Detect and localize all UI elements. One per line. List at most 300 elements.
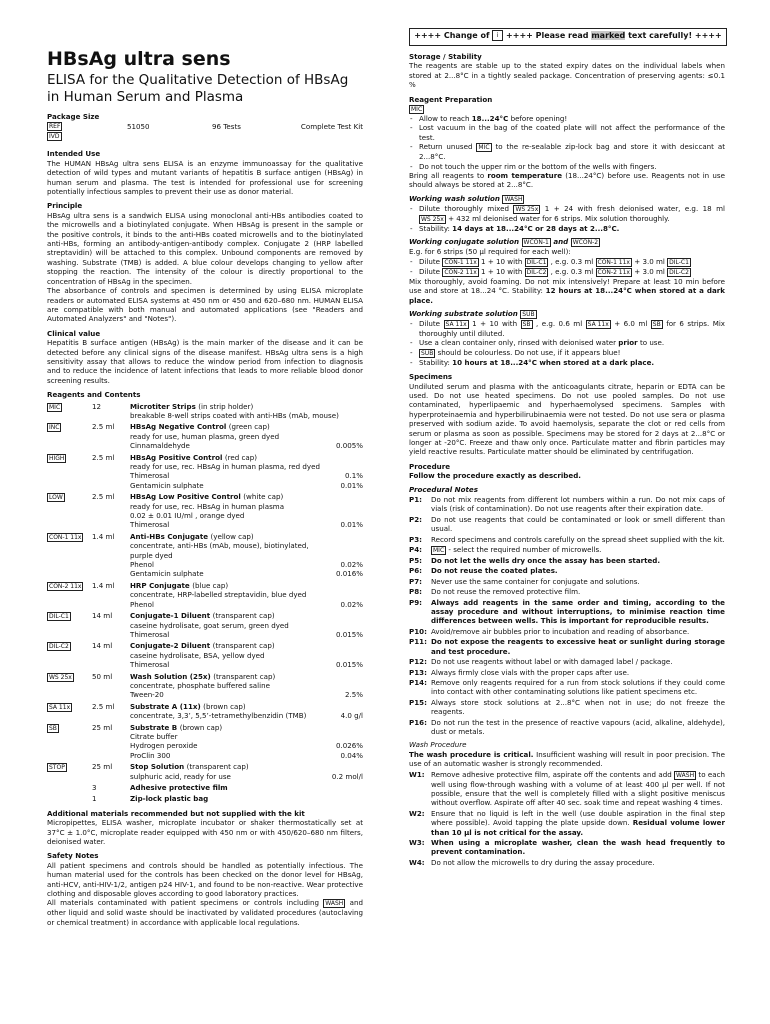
note-id: P5:	[409, 556, 422, 566]
reagent-line	[130, 502, 363, 511]
reagent-qty: 50 ml	[92, 671, 113, 681]
reagent-line	[130, 432, 363, 441]
reagent-row	[47, 762, 363, 781]
right-column	[409, 48, 725, 867]
package-heading: Package Size	[47, 112, 100, 121]
reagent-cap: (green cap)	[228, 422, 270, 432]
reagent-body	[130, 611, 363, 639]
note-id: P11:	[409, 637, 427, 647]
sub-b4a: Stability:	[419, 357, 450, 367]
procedural-note	[409, 535, 725, 544]
note-text	[431, 698, 725, 717]
mic-label-box: MIC	[433, 547, 445, 555]
procedural-note	[409, 545, 725, 555]
reagent-name: Adhesive protective film	[130, 783, 228, 792]
dilution-text: , e.g. 0.3 ml	[548, 266, 596, 276]
note-text	[431, 668, 725, 677]
reagent-label-box: CON-2 11x	[597, 268, 630, 276]
reagent-line	[130, 732, 363, 741]
washproc-intro	[409, 750, 725, 769]
wash-step-id: W1:	[409, 769, 425, 779]
reagent-line	[130, 660, 363, 669]
note-id: P7:	[409, 576, 422, 586]
reagent-code-box: STOP	[49, 764, 65, 772]
reagent-qty: 12	[92, 401, 102, 411]
dilution-text: Dilute	[419, 266, 443, 276]
reagent-qty: 2.5 ml	[92, 452, 115, 462]
reagent-line	[130, 741, 363, 750]
reagent-row	[47, 672, 363, 700]
reagent-body	[130, 422, 363, 450]
reagent-line-text: 0.02 ± 0.01 IU/ml , orange dyed	[130, 511, 245, 521]
prep-bullets	[409, 114, 725, 171]
reagent-line-text: ready for use, rec. HBsAg in human plasma, red dyed	[130, 462, 320, 471]
reagent-line-text: Cinnamaldehyde	[130, 441, 190, 451]
reagent-name: Substrate A (11x) (brown cap)	[130, 701, 246, 711]
reagent-name: Substrate B (brown cap)	[130, 722, 223, 732]
reagent-body	[130, 783, 363, 792]
reagent-row	[47, 532, 363, 579]
procedural-note	[409, 577, 725, 586]
reagent-qty: 3	[92, 783, 97, 792]
procedure-follow: Follow the procedure exactly as described.	[409, 471, 581, 481]
note-text-a: Do not use reagents that could be contaminated or look or smell different than usual.	[431, 514, 725, 534]
banner-highlight: marked	[591, 31, 626, 40]
note-text	[431, 718, 725, 737]
wcon1-label-box: WCON-1	[523, 239, 549, 247]
wash-step-a: Do not allow the microwells to dry during the assay procedure.	[431, 857, 655, 867]
reagent-row	[47, 422, 363, 450]
wash-b2b: 14 days at 18...24°C or 28 days at 2...8°C.	[452, 223, 620, 233]
note-id: P14:	[409, 677, 427, 687]
reagent-code-cell	[47, 783, 92, 792]
note-text	[431, 657, 725, 666]
note-id: P10:	[409, 626, 427, 636]
reagent-name: HBsAg Negative Control (green cap)	[130, 422, 270, 432]
conj-bullet	[409, 257, 725, 267]
sub-b4b: 10 hours at 18...24°C when stored at a dark place.	[452, 357, 655, 367]
reagent-line-text: Gentamicin sulphate	[130, 480, 204, 490]
sub-label-box: SUB	[522, 310, 535, 318]
note-text	[431, 545, 725, 555]
reagent-line	[130, 711, 363, 720]
reagents-heading: Reagents and Contents	[47, 390, 141, 400]
substrate-bullet	[409, 319, 725, 338]
package-code-cell	[47, 121, 127, 131]
sub-b2c: to use.	[639, 338, 665, 348]
reagent-cap: (transparent cap)	[186, 762, 249, 772]
reagent-line	[130, 690, 363, 699]
conj-mix	[409, 277, 725, 305]
wash-b2a: Stability:	[419, 223, 450, 233]
bring-text	[409, 171, 725, 190]
reagent-cap: (red cap)	[224, 452, 258, 462]
package-desc: Complete Test Kit	[300, 121, 363, 131]
wash-steps	[409, 770, 725, 868]
reagent-row	[47, 453, 363, 491]
reagent-code-cell	[47, 453, 92, 491]
reagent-body	[130, 492, 363, 530]
procedural-note	[409, 668, 725, 677]
reagent-line-text: purple dyed	[130, 550, 173, 560]
prep-heading: Reagent Preparation	[409, 94, 493, 104]
reagent-line-text: Hydrogen peroxide	[130, 741, 198, 751]
note-text	[431, 495, 725, 514]
reagent-row	[47, 402, 363, 421]
mic-label-box: MIC	[411, 106, 423, 114]
note-text-a: Do not let the wells dry once the assay has been started.	[431, 556, 661, 566]
prep-bullet: - Do not touch the upper rim or the bottom of the wells with fingers.	[409, 162, 725, 171]
note-id: P2:	[409, 514, 422, 524]
procedural-note	[409, 657, 725, 666]
reagent-name: Zip-lock plastic bag	[130, 794, 209, 804]
procedural-note	[409, 637, 725, 656]
note-id: P4:	[409, 545, 422, 555]
note-id: P16:	[409, 717, 427, 727]
note-text	[431, 515, 725, 534]
ws-label-box: WS 25x	[515, 205, 539, 213]
wash-step-b: to each well using flow-through washing with a volume of at least 400 µl per well. If not possible, ensure that the well is completely filled with a slight positive meniscus without overflow. Aspirate off after 40 sec. soak time and repeat washing 4 times.	[431, 769, 725, 808]
reagent-line-value: 0.01%	[340, 480, 363, 490]
wash-bullet	[409, 224, 725, 233]
wash-label-box: WASH	[676, 771, 695, 779]
reagent-label-box: SA 11x	[587, 320, 609, 328]
reagent-row	[47, 492, 363, 530]
reagent-cap: (yellow cap)	[210, 531, 254, 541]
reagent-label-box: SB	[652, 320, 661, 328]
package-code-cell	[47, 131, 127, 141]
principle-heading: Principle	[47, 201, 83, 211]
reagent-label-box: CON-1 11x	[597, 258, 630, 266]
procedural-note	[409, 598, 725, 626]
wash-step-b: Residual volume lower than 10 µl is not critical for the assay.	[431, 818, 725, 837]
reagent-qty: 2.5 ml	[92, 422, 115, 432]
book-icon: i	[492, 30, 503, 41]
reagent-line-text: caseine hydrolisate, goat serum, green dyed	[130, 620, 289, 630]
reagent-line-text: sulphuric acid, ready for use	[130, 771, 231, 781]
prep-b1a: Allow to reach	[419, 114, 470, 124]
dilution-text: + 6.0 ml	[610, 318, 651, 328]
note-text-a: Do not reuse the coated plates.	[431, 566, 558, 576]
conj-and: and	[553, 237, 569, 247]
safety-text-2	[47, 898, 363, 927]
reagent-label-box: DIL-C1	[669, 258, 689, 266]
note-text-a: Do not reuse the removed protective film.	[431, 587, 581, 597]
safety-text: All patient specimens and controls should be handled as potentially infectious. The human material used for the controls has been checked on the donor level for HBsAg, anti-HCV, anti-HIV-1/2, antigen p24 HIV-1, and found to be non-reactive. Wear protective clothing and disposable gloves according to good laboratory practices.	[47, 860, 363, 899]
wash-label-box: WASH	[504, 195, 523, 203]
reagent-code-cell	[47, 581, 92, 609]
reagent-cap: (transparent cap)	[212, 611, 275, 621]
reagent-line	[130, 481, 363, 490]
reagent-line	[130, 411, 363, 420]
reagent-label-box: DIL-C1	[526, 258, 547, 266]
reagent-line-value: 4.0 g/l	[340, 711, 363, 721]
reagent-code-box: INC	[49, 424, 60, 432]
additional-text: Micropipettes, ELISA washer, microplate incubator or shaker thermostatically set at 37°C ± 1.0°C, microplate reader equipped with 450 nm or with 450/620–680 nm filters, deionised water.	[47, 818, 363, 847]
reagent-label-box: CON-2 11x	[444, 268, 477, 276]
reagent-label-box: SA 11x	[445, 320, 467, 328]
wash-step-id: W2:	[409, 808, 425, 818]
banner-middle: ++++ Please read	[506, 31, 589, 40]
reagent-code-cell	[47, 723, 92, 761]
washproc-intro-a: The wash procedure is critical.	[409, 749, 534, 759]
wash-step-a: When using a microplate washer, clean the wash head frequently to prevent contamination.	[431, 838, 725, 857]
reagent-qty: 14 ml	[92, 611, 113, 621]
wash-b1c: + 432 ml deionised water for 6 strips. Mix solution thoroughly.	[448, 213, 670, 223]
additional-heading: Additional materials recommended but not supplied with the kit	[47, 808, 305, 818]
washproc-heading: Wash Procedure	[409, 740, 467, 750]
reagent-row	[47, 702, 363, 721]
reagent-qty: 25 ml	[92, 762, 113, 772]
reagent-row	[47, 783, 363, 792]
reagent-line-text: ready for use, rec. HBsAg in human plasma	[130, 501, 285, 511]
wash-step-text	[431, 770, 725, 808]
reagent-body	[130, 641, 363, 669]
reagent-name: Conjugate-2 Diluent (transparent cap)	[130, 641, 275, 651]
reagent-line-text: concentrate, phosphate buffered saline	[130, 680, 270, 690]
note-id: P8:	[409, 587, 422, 597]
reagent-name: HBsAg Low Positive Control (white cap)	[130, 492, 284, 502]
reagent-line	[130, 560, 363, 569]
reagent-line-value: 0.015%	[335, 660, 363, 670]
conj-mix-a: Mix thoroughly, avoid foaming. Do not mix intensively! Prepare at least 10 min before use and store at 18...24 °C. Stability:	[409, 276, 725, 296]
note-id: P9:	[409, 597, 422, 607]
reagent-name: Conjugate-1 Diluent (transparent cap)	[130, 611, 275, 621]
reagent-row	[47, 581, 363, 609]
reagent-code-box: CON-2 11x	[49, 582, 82, 590]
note-text-a: Never use the same container for conjugate and solutions.	[431, 576, 640, 586]
reagent-line-text: Thimerosal	[130, 520, 170, 530]
reagent-line	[130, 551, 363, 560]
reagent-code-cell	[47, 492, 92, 530]
note-id: P3:	[409, 534, 422, 544]
reagent-line	[130, 462, 363, 471]
prep-b3b: to the re-sealable zip-lock bag and store it with desiccant at 2...8°C.	[419, 142, 725, 162]
reagent-code-cell	[47, 762, 92, 781]
note-text-a: Always firmly close vials with the proper caps after use.	[431, 667, 630, 677]
wash-step-id: W4:	[409, 857, 425, 867]
reagent-code-cell	[47, 641, 92, 669]
substrate-bullet	[409, 358, 725, 367]
reagent-line	[130, 511, 363, 520]
reagent-qty: 2.5 ml	[92, 701, 115, 711]
wash-step-text	[431, 838, 725, 857]
reagent-qty: 1.4 ml	[92, 531, 115, 541]
safety-text-2a: All materials contaminated with patient specimens or controls including	[47, 898, 319, 908]
dilution-text: , e.g. 0.3 ml	[548, 256, 596, 266]
conj-eg: E.g. for 6 strips (50 µl required for each well):	[409, 247, 571, 257]
dilution-text: 1 + 10 with	[468, 318, 521, 328]
procedural-note	[409, 495, 725, 514]
reagent-line-text: concentrate, 3,3’, 5,5’-tetramethylbenzidin (TMB)	[130, 711, 307, 721]
reagent-line-text: concentrate, anti-HBs (mAb, mouse), biotinylated,	[130, 541, 309, 551]
dilution-text: , e.g. 0.6 ml	[532, 318, 586, 328]
wash-heading-text: Working wash solution	[409, 193, 500, 203]
note-text-a: Avoid/remove air bubbles prior to incubation and reading of absorbance.	[431, 626, 690, 636]
note-text-a: Do not mix reagents from different lot numbers within a run. Do not mix caps of vials (risk of contamination). Do not use reagents after their expiration date.	[431, 495, 725, 514]
reagent-body	[130, 672, 363, 700]
sub-b2b: prior	[618, 338, 638, 348]
bring-a: Bring all reagents to	[409, 171, 485, 181]
package-tests: 96 Tests	[212, 121, 241, 131]
conj-mix-b: 12 hours at 18...24°C when stored at a dark place.	[409, 286, 725, 305]
note-text-a: Record specimens and controls carefully on the spread sheet supplied with the kit.	[431, 534, 725, 544]
note-id: P1:	[409, 495, 422, 504]
wash-label-box: WASH	[325, 900, 344, 908]
reagent-line	[130, 621, 363, 630]
reagent-code-box: HIGH	[49, 454, 65, 462]
procedure-heading: Procedure	[409, 461, 451, 471]
reagent-name: HRP Conjugate (blue cap)	[130, 580, 229, 590]
reagent-line	[130, 590, 363, 599]
reagent-line	[130, 600, 363, 609]
reagent-line-text: Thimerosal	[130, 629, 170, 639]
note-text	[431, 637, 725, 656]
reagent-row	[47, 794, 363, 803]
washproc-intro-b: Insufficient washing will result in poor precision. The use of an automatic washer is strongly recommended.	[409, 749, 726, 769]
reagent-code-box: SB	[49, 724, 57, 732]
reagent-line	[130, 569, 363, 578]
reagent-code-box: LOW	[49, 494, 63, 502]
package-ref: 51050	[127, 121, 150, 131]
clinical-heading: Clinical value	[47, 328, 101, 338]
prep-bullet	[409, 142, 725, 161]
reagent-line-text: Phenol	[130, 599, 154, 609]
change-banner	[409, 28, 727, 46]
reagent-line-text: Citrate buffer	[130, 731, 178, 741]
dilution-text: Dilute	[419, 256, 443, 266]
conj-heading-text: Working conjugate solution	[409, 237, 520, 247]
reagent-row	[47, 641, 363, 669]
note-text	[431, 598, 725, 626]
prep-bullet	[409, 114, 725, 123]
package-table	[47, 121, 363, 141]
wash-step	[409, 838, 725, 857]
reagent-line-text: Thimerosal	[130, 660, 170, 670]
reagent-code-cell	[47, 611, 92, 639]
reagent-cap: (in strip holder)	[198, 401, 254, 411]
reagent-body	[130, 723, 363, 761]
dilution-text: + 3.0 ml	[631, 256, 668, 266]
procedural-note	[409, 587, 725, 596]
reagent-line-value: 0.016%	[335, 569, 363, 579]
reagent-line-text: Gentamicin sulphate	[130, 569, 204, 579]
specimens-heading: Specimens	[409, 372, 453, 382]
left-column	[47, 48, 363, 927]
reagent-qty: 1.4 ml	[92, 580, 115, 590]
reagent-line-value: 0.02%	[340, 599, 363, 609]
storage-text: The reagents are stable up to the stated expiry dates on the individual labels when stored at 2...8°C in a tightly sealed package. Concentration of preserving agents: ≤0.1 %	[409, 61, 725, 90]
banner-after: text carefully! ++++	[628, 31, 722, 40]
bring-b: room temperature	[487, 171, 563, 181]
reagent-line-value: 2.5%	[344, 690, 363, 700]
package-row	[47, 121, 363, 131]
conj-bullet	[409, 267, 725, 277]
reagent-code-box: CON-1 11x	[49, 533, 82, 541]
reagent-name: Stop Solution (transparent cap)	[130, 762, 249, 772]
dilution-text: + 3.0 ml	[631, 266, 668, 276]
prep-b3a: Return unused	[419, 142, 473, 152]
reagent-row	[47, 611, 363, 639]
wash-step-id: W3:	[409, 838, 425, 847]
reagent-line-text: Thimerosal	[130, 471, 170, 481]
note-text-b: - select the required number of microwells.	[446, 545, 602, 555]
reagent-line-text: breakable 8-well strips coated with anti-HBs (mAb, mouse)	[130, 410, 339, 420]
reagent-line	[130, 441, 363, 450]
reagent-line-text: concentrate, HRP-labelled streptavidin, blue dyed	[130, 590, 307, 600]
reagent-name: Wash Solution (25x) (transparent cap)	[130, 671, 276, 681]
sub-b3: should be colourless. Do not use, if it appears blue!	[437, 347, 621, 357]
reagent-name: HBsAg Positive Control (red cap)	[130, 452, 258, 462]
note-text	[431, 535, 725, 544]
reagent-line-value: 0.015%	[335, 629, 363, 639]
notes-list	[409, 495, 725, 736]
note-id: P15:	[409, 697, 427, 707]
wcon2-label-box: WCON-2	[572, 239, 599, 247]
wash-bullets	[409, 204, 725, 233]
note-text	[431, 627, 725, 636]
reagent-line-value: 0.005%	[335, 441, 363, 451]
wash-step-text	[431, 809, 725, 837]
sub-label-box: SUB	[421, 349, 434, 357]
note-text-a: Always store stock solutions at 2...8°C when not in use; do not freeze the reagents.	[431, 697, 725, 717]
reagent-label-box: SB	[522, 320, 531, 328]
reagent-label-box: DIL-C2	[526, 268, 547, 276]
conj-bullets	[409, 257, 725, 277]
package-row	[47, 131, 363, 141]
dilution-text: Dilute	[419, 318, 444, 328]
reagent-code-cell	[47, 532, 92, 579]
substrate-heading-text: Working substrate solution	[409, 308, 518, 318]
note-id: P13:	[409, 667, 427, 677]
dilution-text: 1 + 10 with	[478, 256, 525, 266]
safety-text-2b: and other liquid and solid waste should be inactivated by validated procedures (autoclaving or chemical treatment) in accordance with applicable local regulations.	[47, 898, 363, 927]
reagent-cap: (brown cap)	[203, 701, 246, 711]
reagent-line-text: caseine hydrolisate, BSA, yellow dyed	[130, 650, 265, 660]
intended-heading: Intended Use	[47, 149, 101, 159]
reagent-body	[130, 702, 363, 721]
doc-subtitle: ELISA for the Qualitative Detection of HBsAg in Human Serum and Plasma	[47, 72, 349, 105]
wash-heading	[409, 194, 725, 204]
reagent-qty: 25 ml	[92, 722, 113, 732]
note-text	[431, 587, 725, 596]
reagent-line-value: 0.026%	[335, 741, 363, 751]
reagent-line	[130, 520, 363, 529]
specimens-text: Undiluted serum and plasma with the anticoagulants citrate, heparin or EDTA can be used. Do not use heated specimens. Do not use pooled samples. Do not use contaminated, hyperlipaemic and hyperhaemolysed specimens. Samples with hyperproteinaemia and hyperbilirubinaemia were not tested. Do not use sera or plasma preserved with sodium azide. To avoid haemolysis, separate the clot or red cells from serum or plasma as soon as possible. Specimens may be stored for 2 days at 2...8°C or longer at -20°C. Freeze and thaw only once. Particulate matter and fibrin particles may yield reactive results. Particulate matter should be eliminated by centrifugation.	[409, 381, 725, 457]
reagent-cap: (transparent cap)	[212, 641, 275, 651]
reagent-cap: (blue cap)	[192, 580, 229, 590]
reagent-name: Microtiter Strips (in strip holder)	[130, 401, 254, 411]
note-text-a: Always add reagents in the same order and timing, according to the assay procedure and without interruptions, to minimise reaction time differences between wells. This is important for reproducible results.	[431, 597, 725, 626]
note-text-a: Do not run the test in the presence of reactive vapours (acid, alkaline, aldehyde), dust or metals.	[431, 717, 725, 736]
reagent-qty: 14 ml	[92, 641, 113, 651]
substrate-heading	[409, 309, 725, 319]
reagent-label-box: DIL-C2	[669, 268, 689, 276]
procedural-note	[409, 566, 725, 575]
mic-label-box: MIC	[478, 144, 490, 152]
reagent-row	[47, 723, 363, 761]
reagent-line	[130, 471, 363, 480]
reagent-label-box: CON-1 11x	[444, 258, 477, 266]
package-code-box: REF	[49, 123, 61, 131]
reagent-line	[130, 630, 363, 639]
reagent-code-box: SA 11x	[49, 703, 71, 711]
reagent-code-box: WS 25x	[49, 673, 72, 681]
wash-step-a: Remove adhesive protective film, aspirate off the contents and add	[431, 769, 675, 779]
procedural-note	[409, 678, 725, 697]
reagent-cap: (brown cap)	[179, 722, 223, 732]
note-text	[431, 577, 725, 586]
